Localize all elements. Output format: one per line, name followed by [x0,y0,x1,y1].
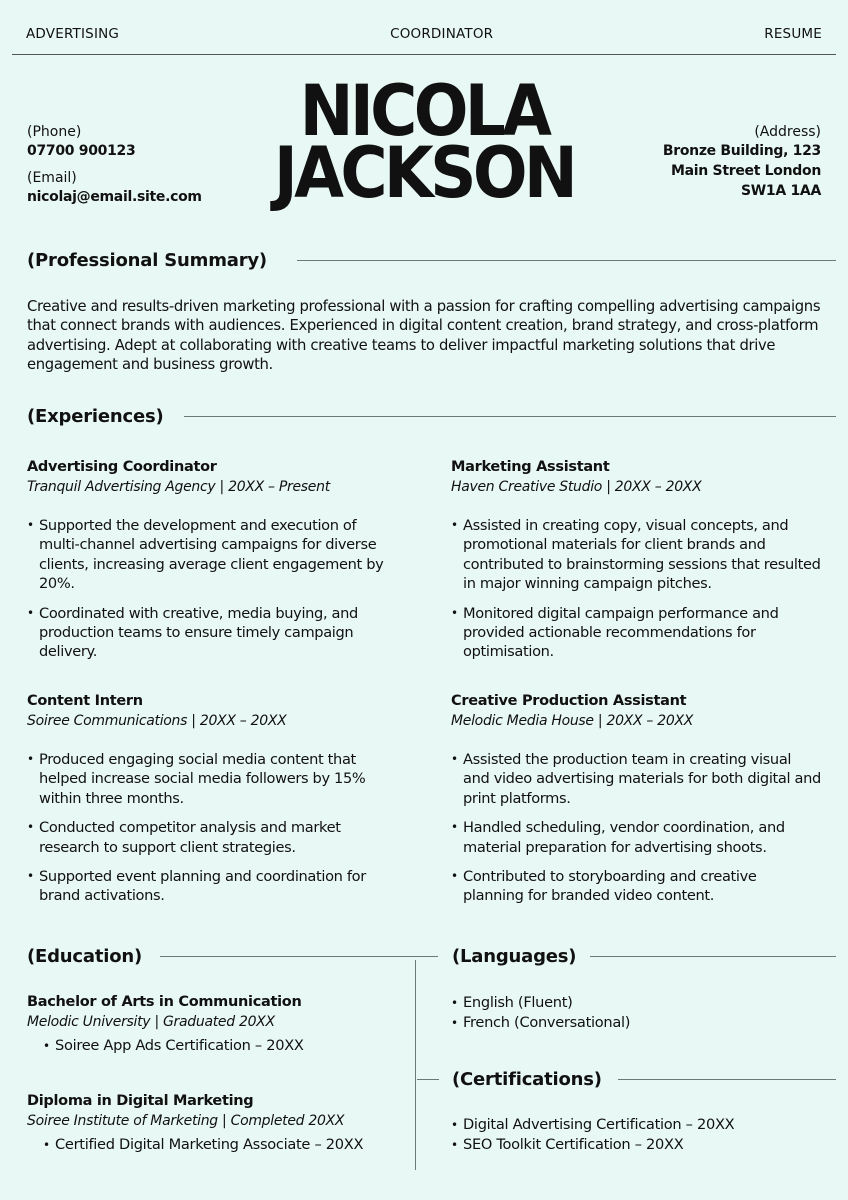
summary-heading-text: (Professional Summary) [27,250,267,271]
job-org: Soiree Communications | 20XX – 20XX [27,713,287,729]
section-divider [417,1079,439,1080]
degree-org: Soiree Institute of Marketing | Completed 20XX [27,1113,345,1129]
phone-label: (Phone) [27,124,82,140]
address-line: SW1A 1AA [741,183,821,199]
job-org: Melodic Media House | 20XX – 20XX [451,713,694,729]
language-item: • French (Conversational) [451,1013,630,1033]
column-divider [415,960,416,1170]
education-bullet: • Soiree App Ads Certification – 20XX [43,1036,407,1056]
job-bullet: • Assisted the production team in creating visual and video advertising materials for both digital and print platforms. [451,750,821,808]
job-bullet: • Produced engaging social media content that helped increase social media followers by 15% within three months. [27,750,397,808]
experiences-heading [27,406,836,427]
job-title: Creative Production Assistant [451,693,687,709]
education-heading-text: (Education) [27,946,143,967]
job-title: Advertising Coordinator [27,459,217,475]
email-value: nicolaj@email.site.com [27,189,202,205]
job-bullet: • Monitored digital campaign performance and provided actionable recommendations for optimisation. [451,604,821,662]
certifications-heading [417,1069,836,1090]
job-bullets [27,750,397,906]
summary-heading [27,250,836,271]
job-bullets [27,516,397,662]
contact-right [663,123,821,201]
job-bullets [451,516,821,662]
job-entry [27,691,397,916]
job-org: Tranquil Advertising Agency | 20XX – Present [27,479,330,495]
header-bar [12,26,836,55]
languages-heading-text: (Languages) [452,946,577,967]
job-org: Haven Creative Studio | 20XX – 20XX [451,479,702,495]
address-line: Main Street London [671,163,821,179]
education-bullet: • Certified Digital Marketing Associate – 20XX [43,1135,407,1155]
certification-item: • Digital Advertising Certification – 20XX [451,1115,734,1135]
last-name: JACKSON [273,132,575,214]
job-entry [27,457,397,672]
certifications-heading-text: (Certifications) [452,1069,602,1090]
section-divider [297,260,836,261]
job-bullet: • Handled scheduling, vendor coordination, and material preparation for advertising shoots. [451,818,821,857]
header-center-label: COORDINATOR [390,26,494,42]
job-bullet: • Supported the development and execution of multi-channel advertising campaigns for diverse clients, increasing average client engagement by 20%. [27,516,397,594]
job-bullet: • Coordinated with creative, media buying, and production teams to ensure timely campaign delivery. [27,604,397,662]
education-heading [27,946,438,967]
summary-text: Creative and results-driven marketing professional with a passion for crafting compelling advertising campaigns that connect brands with audiences. Experienced in digital content creation, brand strategy, and cross-platform advertising. Adept at collaborating with creative teams to deliver impactful marketing solutions that drive engagement and business growth. [27,298,821,374]
job-entry [451,691,821,916]
first-name: NICOLA [299,70,549,152]
job-title: Marketing Assistant [451,459,610,475]
phone-value: 07700 900123 [27,143,136,159]
language-item: • English (Fluent) [451,993,630,1013]
experiences-heading-text: (Experiences) [27,406,164,427]
header-left-label: ADVERTISING [26,26,120,42]
job-bullet: • Supported event planning and coordination for brand activations. [27,867,397,906]
job-bullet: • Contributed to storyboarding and creative planning for branded video content. [451,867,821,906]
section-divider [184,416,836,417]
education-entry [27,992,407,1056]
languages-heading [452,946,836,967]
section-divider [618,1079,836,1080]
job-title: Content Intern [27,693,143,709]
job-bullet: • Assisted in creating copy, visual concepts, and promotional materials for client brands and contributed to brainstorming sessions that resulted in major winning campaign pitches. [451,516,821,594]
education-bullets [43,1036,407,1056]
address-line: Bronze Building, 123 [662,143,821,159]
section-divider [160,956,438,957]
address-label: (Address) [754,124,821,140]
section-divider [590,956,836,957]
languages-list [451,993,630,1033]
email-label: (Email) [27,170,77,186]
certification-item: • SEO Toolkit Certification – 20XX [451,1135,734,1155]
degree-title: Bachelor of Arts in Communication [27,994,302,1010]
contact-left [27,123,202,215]
education-entry [27,1091,407,1155]
certifications-list [451,1115,734,1155]
education-bullets [43,1135,407,1155]
job-bullets [451,750,821,906]
header-right-label: RESUME [764,26,822,42]
job-entry [451,457,821,672]
degree-title: Diploma in Digital Marketing [27,1093,254,1109]
job-bullet: • Conducted competitor analysis and market research to support client strategies. [27,818,397,857]
degree-org: Melodic University | Graduated 20XX [27,1014,275,1030]
